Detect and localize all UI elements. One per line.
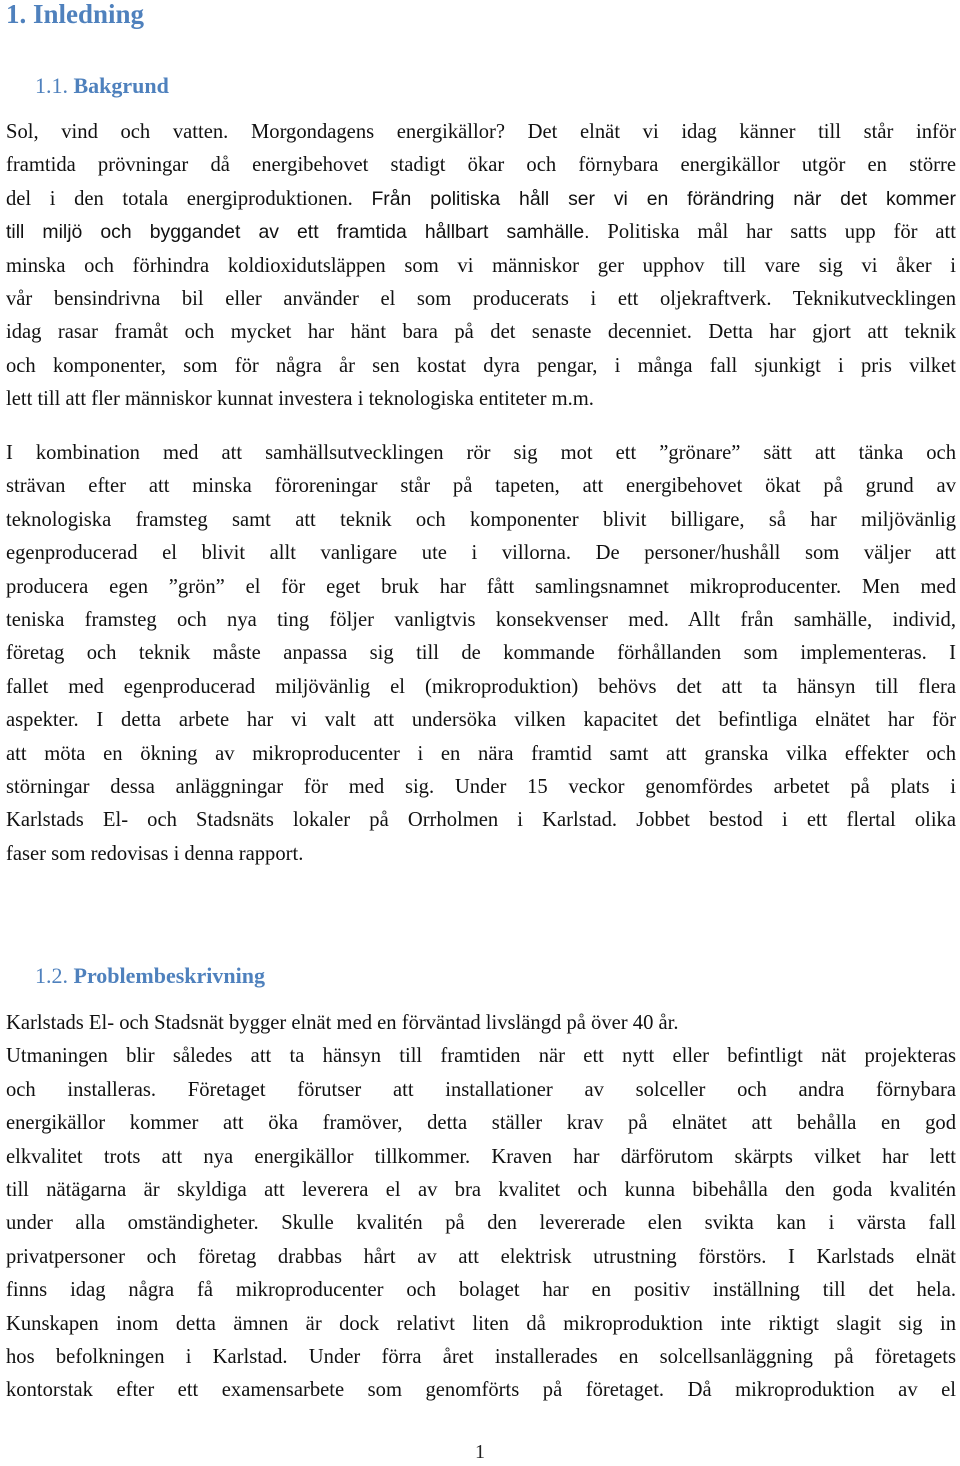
text-line: I kombination med att samhällsutvecklingen rör sig mot ett ”grönare” sätt att tänka och <box>6 442 956 464</box>
text-line: störningar dessa anläggningar för med sig. Under 15 veckor genomfördes arbetet på plats i <box>6 776 956 799</box>
text-line <box>6 316 956 349</box>
text-run: Detta har gjort att teknik <box>691 321 956 344</box>
paragraph-problembeskrivning <box>6 1007 956 1408</box>
text-line: hos befolkningen i Karlstad. Under förra året installerades en solcellsanläggning på företagets <box>6 1346 956 1369</box>
section-heading-bakgrund <box>35 73 169 99</box>
text-line: under alla omständigheter. Skulle kvalitén på den levererade elen svikta kan i värsta fall <box>6 1212 956 1235</box>
section-heading-problembeskrivning <box>35 963 265 989</box>
text-line: teniska framsteg och nya ting följer vanligtvis konsekvenser med. Allt från samhälle, individ, <box>6 609 956 632</box>
text-line: producera egen ”grön” el för eget bruk har fått samlingsnamnet mikroproducenter. Men med <box>6 575 956 598</box>
text-line: finns idag några få mikroproducenter och bolaget har en positiv inställning till det hela. <box>6 1279 956 1302</box>
text-line <box>6 283 956 316</box>
section-number: 1.2. <box>35 963 68 988</box>
text-line: Karlstads El- och Stadsnäts lokaler på Orrholmen i Karlstad. Jobbet bestod i ett flertal olika <box>6 809 956 832</box>
text-line: och installeras. Företaget förutser att installationer av solceller och andra förnybara <box>6 1078 956 1101</box>
text-line: fallet med egenproducerad miljövänlig el (mikroproduktion) behövs det att ta hänsyn till flera <box>6 675 956 698</box>
text-line: strävan efter att minska föroreningar står på tapeten, att energibehovet ökat på grund av <box>6 475 956 498</box>
section-title: Bakgrund <box>73 73 169 98</box>
text-line: lett till att fler människor kunnat investera i teknologiska entiteter m.m. <box>6 388 594 411</box>
chapter-heading: 1. Inledning <box>6 0 145 29</box>
text-run-sans: till miljö och byggandet av ett framtida hållbart samhälle. <box>6 221 590 244</box>
text-line: faser som redovisas i denna rapport. <box>6 842 304 865</box>
text-run-sans: Från politiska håll ser vi en förändring när det kommer <box>371 187 956 210</box>
text-run: del i den totala energiproduktionen. <box>6 187 372 210</box>
text-line: Utmaningen blir således att ta hänsyn till framtiden när ett nytt eller befintligt nät projekteras <box>6 1045 956 1068</box>
paragraph-bakgrund-1 <box>6 116 956 417</box>
text-line: Karlstads El- och Stadsnät bygger elnät med en förväntad livslängd på över 40 år. <box>6 1012 679 1034</box>
text-run: Politiska mål har satts upp för att <box>589 221 956 244</box>
text-run: vår bensindrivna bil eller använder el som producerats i ett oljekraftverk. <box>6 288 772 311</box>
section-number: 1.1. <box>35 73 68 98</box>
text-line: energikällor kommer att öka framöver, detta ställer krav på elnätet att behålla en god <box>6 1112 956 1135</box>
text-line: och komponenter, som för några år sen kostat dyra pengar, i många fall sjunkigt i pris vilket <box>6 354 956 377</box>
text-line: egenproducerad el blivit allt vanligare ute i villorna. De personer/hushåll som väljer att <box>6 542 956 565</box>
text-line: kontorstak efter ett examensarbete som genomförts på företaget. Då mikroproduktion av el <box>6 1379 956 1402</box>
paragraph-bakgrund-2 <box>6 437 956 871</box>
text-line: framtida prövningar då energibehovet stadigt ökar och förnybara energikällor utgör en större <box>6 154 956 177</box>
page-number: 1 <box>475 1441 485 1463</box>
text-line: att möta en ökning av mikroproducenter i en nära framtid samt att granska vilka effekter och <box>6 742 956 765</box>
text-line: företag och teknik måste anpassa sig till de kommande förhållanden som implementeras. I <box>6 642 956 665</box>
text-line: Kunskapen inom detta ämnen är dock relativt liten då mikroproduktion inte riktigt slagit sig in <box>6 1312 956 1335</box>
text-run: idag rasar framåt och mycket har hänt bara på det senaste decenniet. <box>6 321 692 344</box>
text-line: aspekter. I detta arbete har vi valt att undersöka vilken kapacitet det befintliga elnätet har för <box>6 709 956 732</box>
text-run: Teknikutvecklingen <box>771 288 957 311</box>
text-line: privatpersoner och företag drabbas hårt av att elektrisk utrustning förstörs. I Karlstads elnät <box>6 1245 956 1268</box>
text-line: Sol, vind och vatten. Morgondagens energikällor? Det elnät vi idag känner till står inför <box>6 121 956 143</box>
text-line: teknologiska framsteg samt att teknik och komponenter blivit billigare, så har miljövänlig <box>6 508 956 531</box>
section-title: Problembeskrivning <box>73 963 266 988</box>
text-line <box>6 183 956 216</box>
text-line <box>6 216 956 249</box>
text-line: elkvalitet trots att nya energikällor tillkommer. Kraven har därförutom skärpts vilket har lett <box>6 1145 956 1168</box>
text-line: minska och förhindra koldioxidutsläppen som vi människor ger upphov till vare sig vi åker i <box>6 254 956 277</box>
text-line: till nätägarna är skyldiga att leverera el av bra kvalitet och kunna bibehålla den goda kvalitén <box>6 1179 956 1202</box>
